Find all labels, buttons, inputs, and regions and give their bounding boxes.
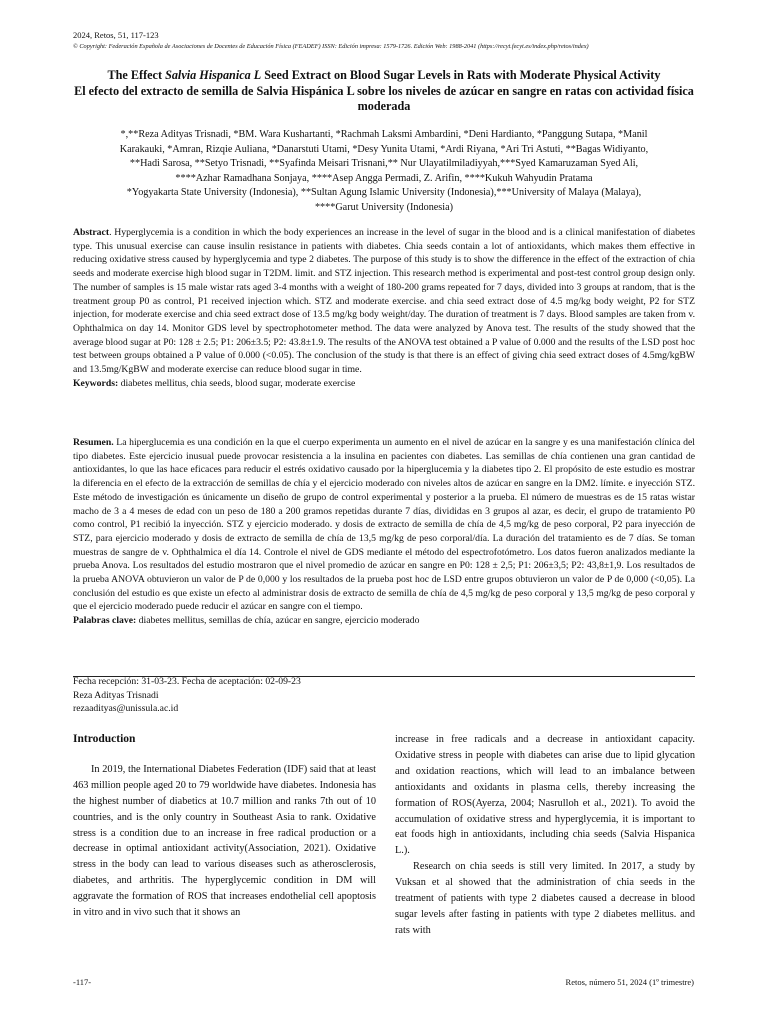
body-left-column (73, 732, 376, 921)
submission-info (73, 675, 301, 716)
keywords-text: diabetes mellitus, chia seeds, blood sugar, moderate exercise (118, 377, 356, 389)
resumen-text: La hiperglucemia es una condición en la que el cuerpo experimenta un aumento en el nivel de azúcar en la sangre y es una manifestación clínica del tipo diabetes. Este ejercicio inusual puede provocar resistencia a la insulina en pacientes con diabetes. Las semillas de chía contienen una gran cantidad de antioxidantes, lo que las hace eficaces para reducir el estrés oxidativo causado por la hiperglucemia y la diabetes tipo 2. El propósito de este estudio es mostrar la diferencia en el efecto de la extracción de semillas de chía y el ejercicio moderado con niveles altos de azúcar en sangre en la DM2. límite. e inyección STZ. Este método de investigación es únicamente un diseño de grupo de control experimental y posterior a la prueba. El número de muestras es de 15 ratas wistar macho de 3 a 4 meses de edad con un peso de 180 a 200 gramos repetidas durante 7 días, divididas en 3 grupos al azar, es decir, el grupo de tratamiento P0 como control, P1 recibió la inyección. STZ y ejercicio moderado. y dosis de extracto de semilla de chía de 4,5 mg/kg de peso corporal, P2 para inyección de STZ, para ejercicio moderado y dosis de extracto de semilla de chía de 13,5 mg/kg de peso corporal/día. La duración del tratamiento es de 7 días. Se toman muestras de sangre de v. Ophthalmica el día 14. Controle el nivel de GDS mediante el método del espectrofotómetro. Los datos fueron analizados mediante la prueba Anova. Los resultados del estudio mostraron que el nivel promedio de azúcar en sangre en P0: 128 ± 2,5; P1: 206±3,5; P2: 43,8±1,9. Los resultados de la prueba ANOVA obtuvieron un valor de P de 0,000 y los resultados de la prueba post hoc de LSD entre grupos obtuvieron un valor de P de 0,000 (<0,05). La conclusión del estudio es que existe un efecto al administrar dosis de extracto de semilla de chía de 4,5 mg/kg de peso corporal y 13,5 mg/kg de peso corporal y que el ejercicio moderado puede reducir el azúcar en sangre con el tiempo. (73, 437, 695, 613)
title-english: The Effect Salvia Hispanica L Seed Extract on Blood Sugar Levels in Rats with Moderate Physical Activity (107, 68, 661, 82)
author-list (68, 128, 700, 215)
keywords-line (73, 377, 695, 391)
abstract-text: . Hyperglycemia is a condition in which the body experiences an increase in the level of sugar in the blood and is a clinical manifestation of diabetes type. This unusual exercise can cause insulin resistance in patients with diabetes. Chia seeds contain a lot of antioxidants, which makes them effective in reducing oxidative stress caused by hyperglycemia and type 2 diabetes. The purpose of this study is to show the difference in the effect of the extraction of chia seeds and moderate exercise high blood sugar in T2DM. limit. and STZ injection. This research method is experimental and post-test control group design only. The number of samples is 15 male wistar rats aged 3-4 months with a weight of 180-200 grams repeated for 7 days, divided into 3 groups at random, that is the treatment group P0 as control, P1 received injection which. STZ and moderate exercise. and chia seed extract dose of 4.5 mg/kg body weight, P2 for STZ injection, for moderate exercise and chia seed extract dose of 13.5 mg/kg body weight/day. The duration of treatment is 7 days. Blood samples are taken from v. Ophthalmica on day 14. Monitor GDS level by spectrophotometer method. The data were analyzed by Anova test. The results of the study showed that the average blood sugar at P0: 128 ± 2.5; P1: 206±3.5; P2: 43.8±1.9. The results of the ANOVA test obtained a P value of 0.000 and the results of the LSD post hoc test between groups obtained a P value of 0.000 (<0.05). The conclusion of the study is that there is an effect of giving chia seed extract doses of 4.5mg/kgBW and 13.5mg/KgBW and moderate exercise can reduce blood sugar in time. (73, 227, 695, 376)
body-paragraph: increase in free radicals and a decrease in antioxidant capacity. Oxidative stress in people with diabetes can arise due to lipid glycation and oxidation reactions, which will lead to an imbalance between antioxidants and oxidants in plasma cells, thereby increasing the formation of ROS(Ayerza, 2004; Nasrulloh et al., 2021). To avoid the accumulation of oxidative stress and hyperglycemia, it is important to eat foods high in antioxidants, including chia seeds (Salvia Hispanica L.). (395, 734, 695, 857)
author-line: ****Azhar Ramadhana Sonjaya, ****Asep Angga Permadi, Z. Arifin, ****Kukuh Wahyudin Pratama (175, 172, 593, 184)
body-right-column (395, 732, 695, 939)
copyright-line: © Copyright: Federación Española de Asociaciones de Docentes de Educación Física (FEADEF) ISSN: Edición impresa: 1579-1726. Edición Web: 1988-2041 (https://recyt.fecyt.es/index.php/retos/index) (73, 43, 589, 50)
palabras-clave-line (73, 614, 695, 628)
palabras-clave-label: Palabras clave: (73, 615, 137, 627)
palabras-clave-text: diabetes mellitus, semillas de chía, azúcar en sangre, ejercicio moderado (136, 615, 420, 627)
email-line: rezaadityas@unissula.ac.id (73, 703, 179, 714)
abstract-section (73, 226, 695, 390)
title-spanish: El efecto del extracto de semilla de Salvia Hispánica L sobre los niveles de azúcar en sangre en ratas con actividad física moderada (74, 83, 694, 113)
author-line: *,**Reza Adityas Trisnadi, *BM. Wara Kushartanti, *Rachmah Laksmi Ambardini, *Deni Hardianto, *Panggung Sutapa, *Manil (120, 129, 648, 140)
resumen-label: Resumen. (73, 437, 114, 448)
page-number: -117- (73, 977, 92, 987)
citation-header: 2024, Retos, 51, 117-123 (73, 30, 159, 40)
section-title: Introduction (73, 733, 136, 745)
author-line: Karakauki, *Amran, Rizqie Auliana, *Danarstuti Utami, *Desy Yunita Utami, *Ardi Riyana, *Ari Tri Astuti, **Bagas Widiyanto, (119, 143, 649, 155)
author-line: **Hadi Sarosa, **Setyo Trisnadi, **Syafinda Meisari Trisnani,** Nur Ulayatilmiladiyyah,***Syed Kamaruzaman Syed Ali, (129, 158, 639, 169)
resumen-paragraph (73, 436, 695, 614)
body-paragraph: Research on chia seeds is still very limited. In 2017, a study by Vuksan et al showed that the administration of chia seeds in the treatment of patients with type 2 diabetes caused a decrease in blood sugar levels after fasting in patients with type 2 diabetes mellitus. and rats with (395, 861, 695, 936)
journal-footer: Retos, número 51, 2024 (1º trimestre) (565, 977, 694, 987)
keywords-label: Keywords: (73, 377, 119, 389)
species-name: Salvia Hispanica L (165, 68, 262, 82)
title-block (68, 68, 700, 115)
body-paragraph: In 2019, the International Diabetes Federation (IDF) said that at least 463 million people aged 20 to 79 worldwide have diabetes. Indonesia has the highest number of diabetics at 10.7 million and ranks 7th out of 10 countries, and is the only country in Southeast Asia to rank. Oxidative stress is a condition due to an increase in free radical production or a decrease in optimal antioxidant activity(Association, 2021). Oxidative stress in the body can lead to various diseases such as atherosclerosis, diabetes, and arthritis. The hyperglycemic condition in DM will aggravate the formation of ROS that increases endothelial cell apoptosis in vitro and in vivo such that it shows an (73, 763, 376, 919)
affiliation-line: *Yogyakarta State University (Indonesia), **Sultan Agung Islamic University (Indonesia),***University of Malaya (Malaya), (126, 187, 642, 198)
resumen-section (73, 436, 695, 628)
dates-line: Fecha recepción: 31-03-23. Fecha de aceptación: 02-09-23 (73, 676, 301, 687)
abstract-paragraph (73, 226, 695, 377)
affiliation-line: ****Garut University (Indonesia) (314, 201, 454, 213)
corresponding-author: Reza Adityas Trisnadi (73, 689, 159, 701)
abstract-label: Abstract (73, 227, 110, 238)
